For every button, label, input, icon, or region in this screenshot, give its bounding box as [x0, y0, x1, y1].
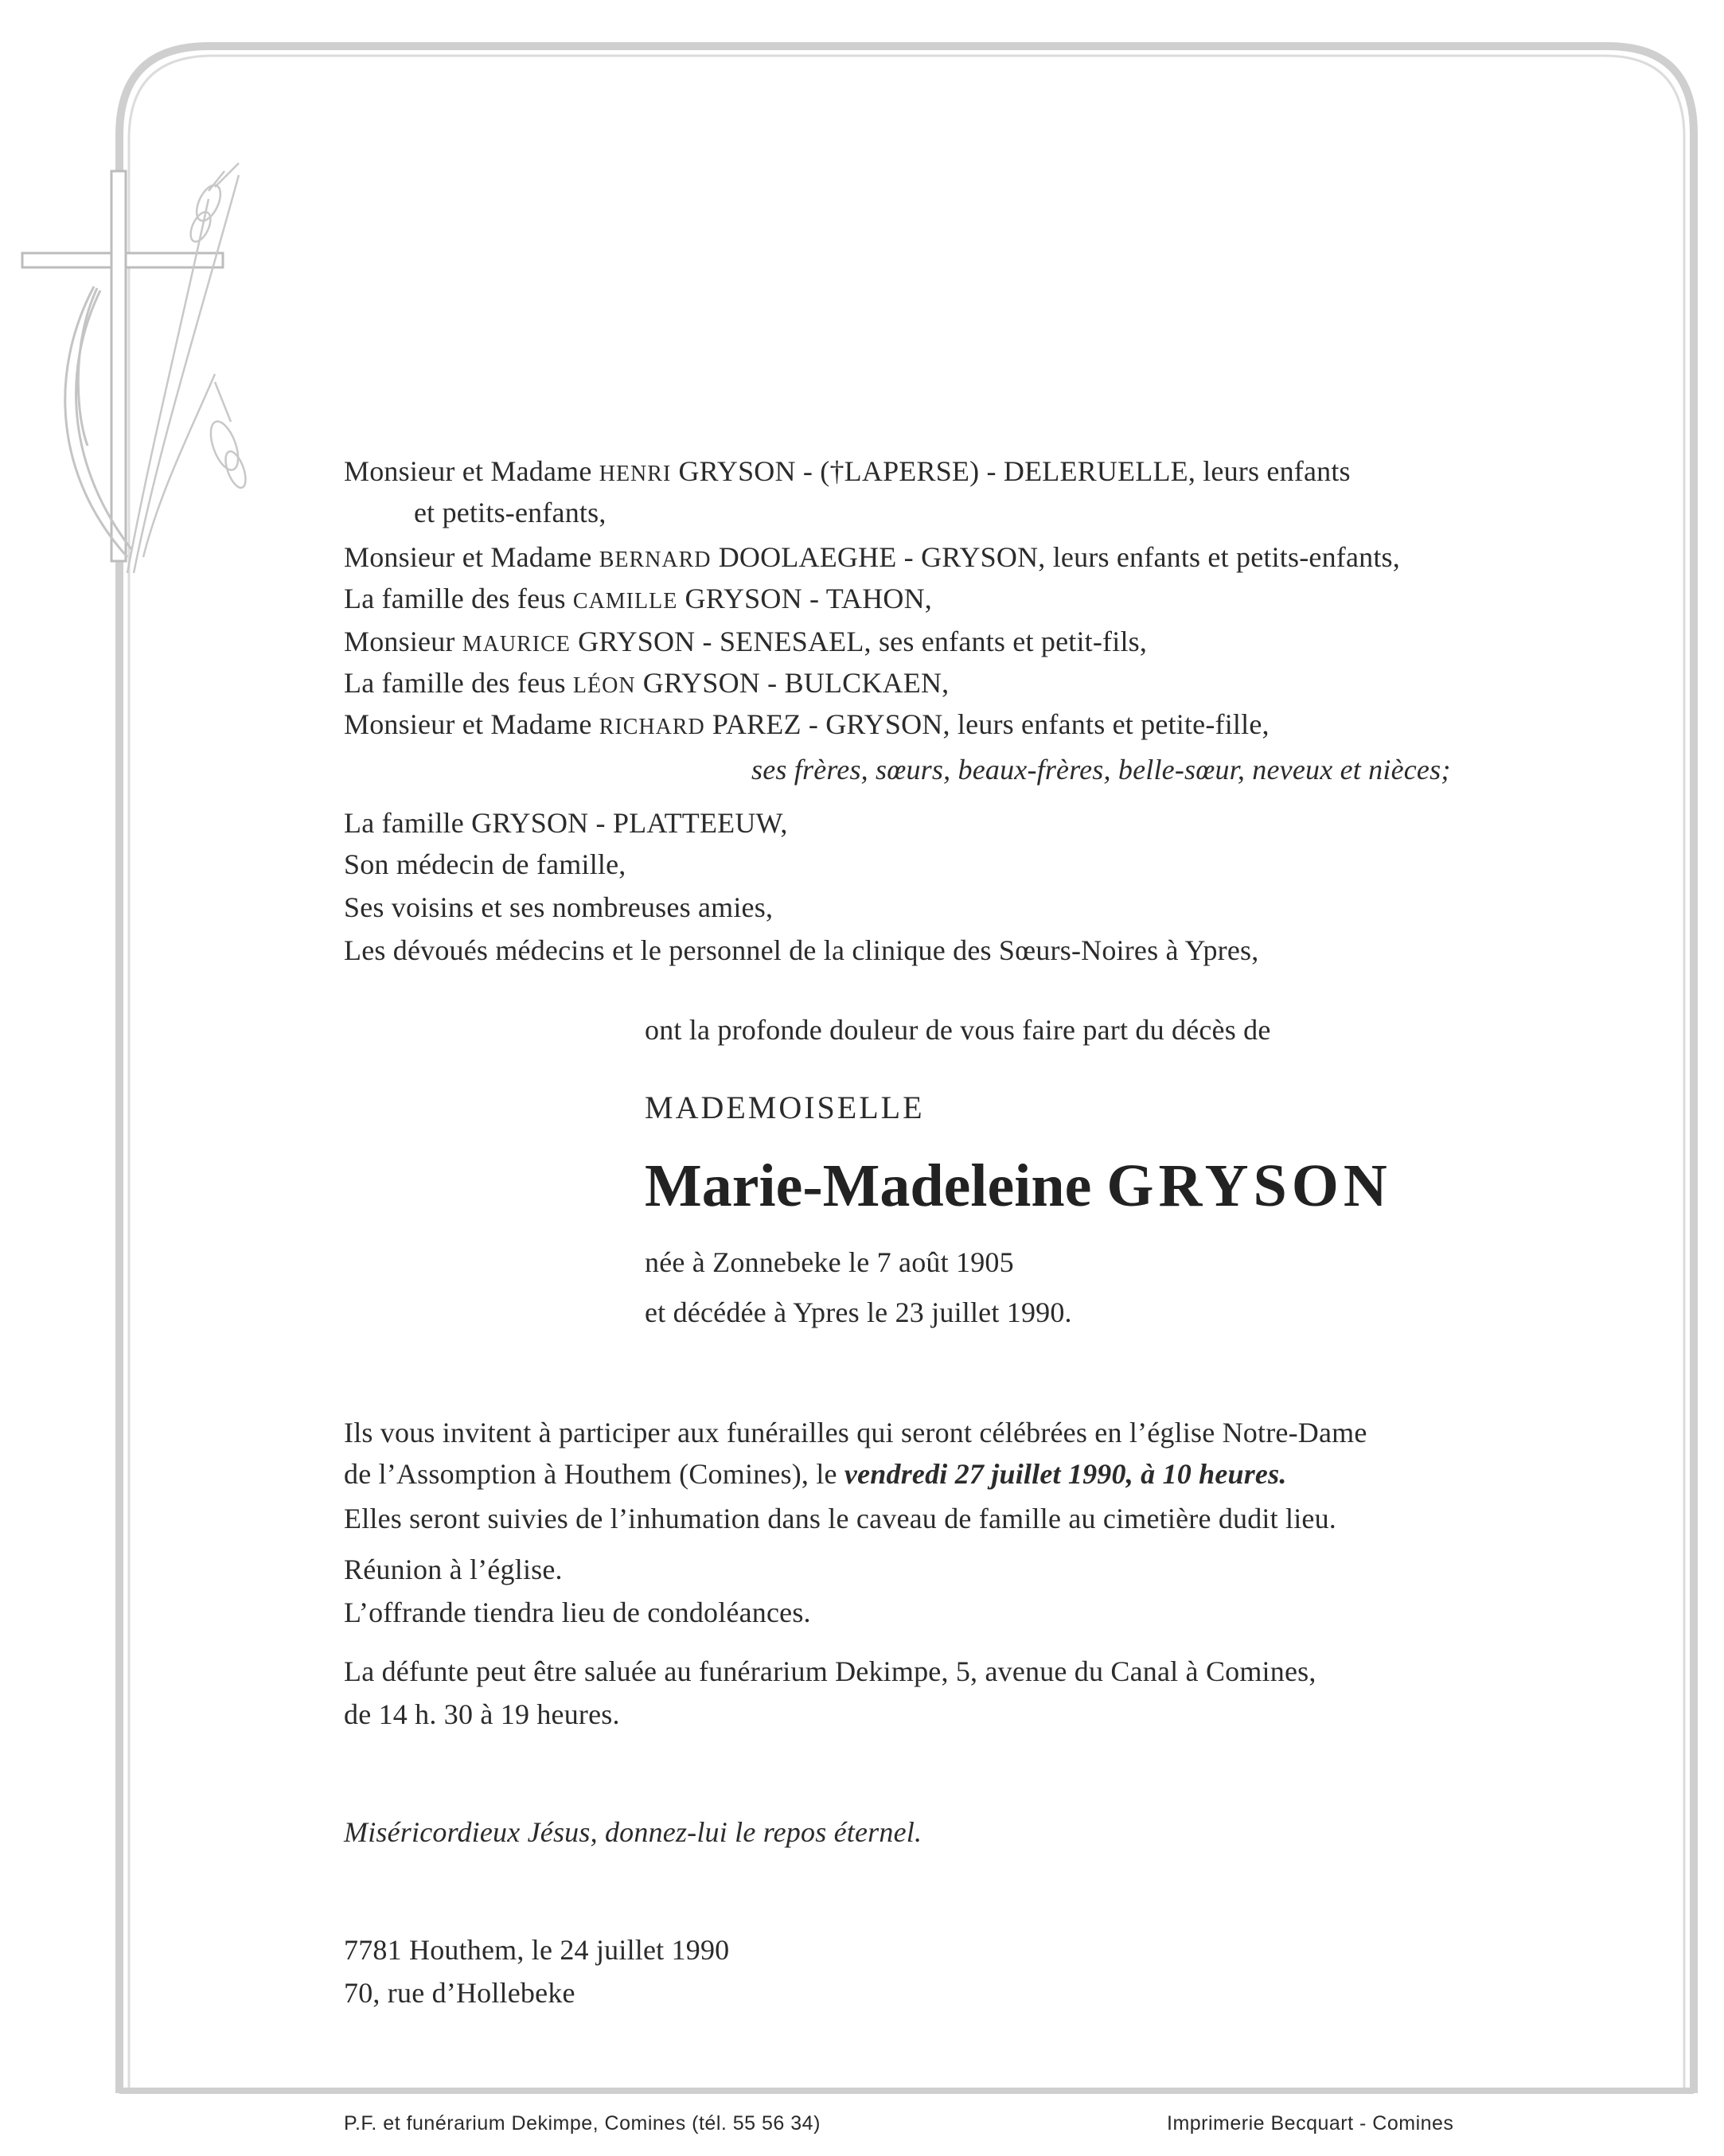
viewing-line-1: La défunte peut être saluée au funérarium Dekimpe, 5, avenue du Canal à Comines, — [344, 1655, 1316, 1687]
other-mourner-4: Les dévoués médecins et le personnel de la clinique des Sœurs-Noires à Ypres, — [344, 934, 1259, 966]
mourner-line-3: La famille des feus CAMILLE GRYSON - TAHON, — [344, 583, 933, 614]
mourner-line-4: Monsieur MAURICE GRYSON - SENESAEL, ses enfants et petit-fils, — [344, 626, 1148, 657]
viewing-line-2: de 14 h. 30 à 19 heures. — [344, 1698, 620, 1730]
mourner-line-1: Monsieur et Madame HENRI GRYSON - (†LAPERSE) - DELERUELLE, leurs enfants — [344, 455, 1351, 487]
address-line: 70, rue d’Hollebeke — [344, 1977, 575, 2009]
place-date-line: 7781 Houthem, le 24 juillet 1990 — [344, 1934, 730, 1966]
birth-line: née à Zonnebeke le 7 août 1905 — [645, 1246, 1014, 1278]
other-mourner-3: Ses voisins et ses nombreuses amies, — [344, 891, 774, 923]
deceased-title: MADEMOISELLE — [645, 1090, 925, 1125]
prayer-line: Miséricordieux Jésus, donnez-lui le repos éternel. — [344, 1816, 922, 1848]
cross-icon — [22, 171, 223, 561]
funeral-line-3: Elles seront suivies de l’inhumation dans le caveau de famille au cimetière dudit lieu. — [344, 1503, 1337, 1534]
meeting-line: Réunion à l’église. — [344, 1554, 563, 1585]
mourner-line-1-continued: et petits-enfants, — [414, 497, 607, 528]
funeral-date: vendredi 27 juillet 1990, à 10 heures. — [844, 1458, 1287, 1490]
funeral-line-2: de l’Assomption à Houthem (Comines), le vendredi 27 juillet 1990, à 10 heures. — [344, 1458, 1287, 1490]
footer-printer: Imprimerie Becquart - Comines — [1167, 2112, 1454, 2135]
mourner-line-5: La famille des feus LÉON GRYSON - BULCKAEN, — [344, 667, 950, 699]
offering-line: L’offrande tiendra lieu de condoléances. — [344, 1597, 811, 1628]
other-mourner-1: La famille GRYSON - PLATTEEUW, — [344, 807, 788, 839]
announcement-line: ont la profonde douleur de vous faire part du décès de — [645, 1014, 1271, 1046]
deceased-surname: GRYSON — [1106, 1152, 1392, 1219]
card-border — [119, 46, 1694, 2093]
siblings-line: ses frères, sœurs, beaux-frères, belle-sœur, neveux et nièces; — [751, 754, 1451, 786]
mourner-line-6: Monsieur et Madame RICHARD PAREZ - GRYSON, leurs enfants et petite-fille, — [344, 708, 1270, 740]
funeral-line-1: Ils vous invitent à participer aux funérailles qui seront célébrées en l’église Notre-Dame — [344, 1417, 1367, 1448]
death-line: et décédée à Ypres le 23 juillet 1990. — [645, 1296, 1072, 1328]
mourner-line-2: Monsieur et Madame BERNARD DOOLAEGHE - GRYSON, leurs enfants et petits-enfants, — [344, 541, 1400, 573]
deceased-name — [645, 1150, 1392, 1222]
deceased-given-name: Marie-Madeleine — [645, 1152, 1092, 1219]
wheat-icon — [127, 163, 250, 573]
other-mourner-2: Son médecin de famille, — [344, 848, 626, 880]
footer-funeral-home: P.F. et funérarium Dekimpe, Comines (tél. 55 56 34) — [344, 2112, 821, 2135]
